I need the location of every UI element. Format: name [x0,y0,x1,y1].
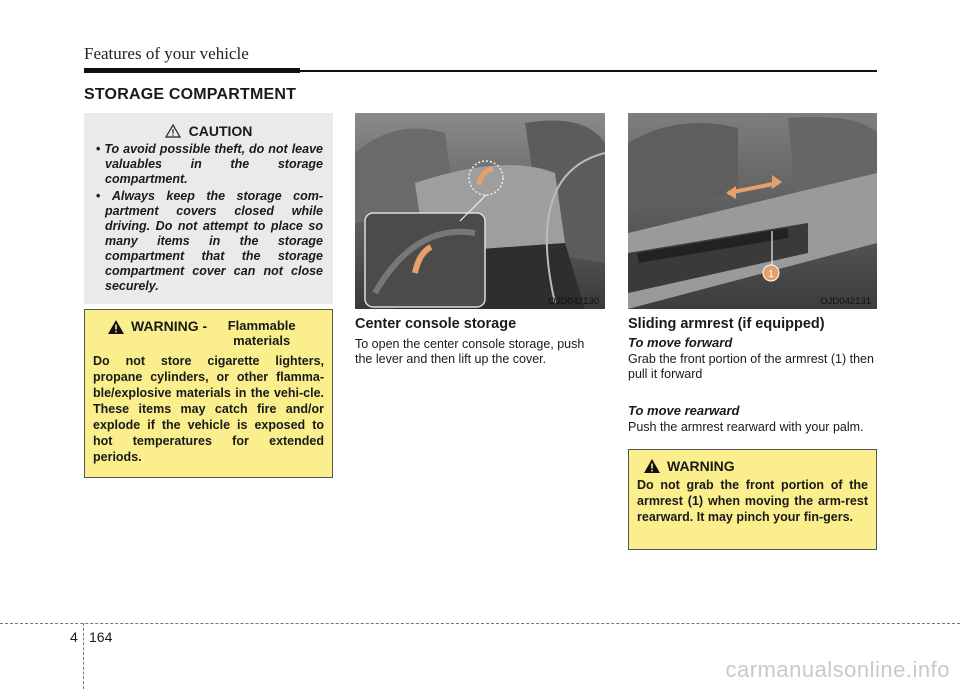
sliding-armrest-photo [628,113,877,309]
center-console-text: To open the center console storage, push the lever and then lift up the cover. [355,337,585,366]
header-rule [84,68,300,73]
move-rearward-label: To move rearward [628,403,740,418]
header-rule-thin [300,70,877,72]
move-rearward-text: Push the armrest rearward with your palm. [628,420,864,434]
footer-vertical-rule [83,623,84,689]
warning-header [93,318,324,348]
page-header-title: Features of your vehicle [84,44,249,63]
page-number: 164 [89,629,113,645]
warning-triangle-icon [107,319,125,335]
footer-rule [0,623,960,624]
move-forward-text: Grab the front portion of the armrest (1) then pull it forward [628,352,874,381]
caution-item: • To avoid possible theft, do not leave valuables in the storage compartment. [94,142,323,187]
warning-flammable-box [84,309,333,478]
move-forward-label: To move forward [628,335,733,350]
console-illustration [355,113,605,309]
callout-number: 1 [768,269,774,280]
caution-label: CAUTION [188,123,253,139]
armrest-illustration [628,113,877,309]
center-console-photo [355,113,605,309]
figure-code: OJD042130 [548,296,599,307]
sliding-armrest-heading: Sliding armrest (if equipped) [628,316,825,332]
warning-body: Do not grab the front portion of the armrest (1) when moving the arm-rest rearward. It may pinch your fin-gers. [637,478,868,524]
caution-triangle-icon [165,124,181,138]
caution-list [94,142,323,294]
caution-header [94,123,323,139]
caution-box [84,113,333,304]
section-title: STORAGE COMPARTMENT [84,86,297,103]
warning-body: Do not store cigarette lighters, propane cylinders, or other flamma-ble/explosive materials in the vehi-cle. These items may catch fire and/or explode if the vehicle is exposed to hot temperatures for extended periods. [93,354,324,464]
chapter-number: 4 [70,629,78,645]
warning-armrest-box [628,449,877,550]
center-console-heading: Center console storage [355,316,517,332]
warning-triangle-icon [643,458,661,474]
warning-label: WARNING - [131,318,208,334]
warning-header [637,458,868,474]
warning-sub-label: Flammable materials [227,318,296,348]
warning-label: WARNING [667,458,735,474]
watermark: carmanualsonline.info [725,657,950,682]
caution-item: • Always keep the storage com-partment covers closed while driving. Do not attempt to place so many items in the storage compartment that the storage compartment cover can not close securely. [94,189,323,294]
figure-code: OJD042131 [820,296,871,307]
